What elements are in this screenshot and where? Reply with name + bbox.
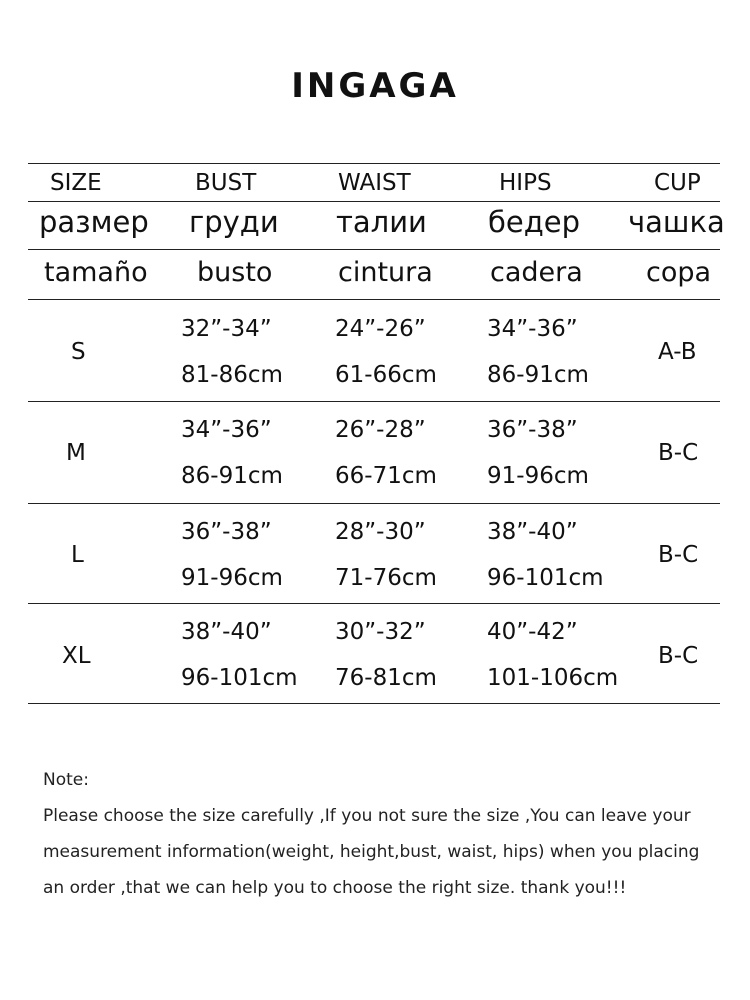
- header-waist: WAIST: [338, 170, 411, 196]
- row-l-hips-in: 38”-40”: [487, 519, 578, 545]
- header-bust: BUST: [195, 170, 257, 196]
- header-waist-es: cintura: [338, 257, 433, 288]
- row-xl-hips-in: 40”-42”: [487, 619, 578, 645]
- note-line: measurement information(weight, height,bust, waist, hips) when you placing: [43, 842, 700, 862]
- table-rule-header-bottom: [28, 299, 720, 300]
- row-xl-waist-cm: 76-81cm: [335, 665, 437, 691]
- row-m-cup: B-C: [658, 440, 699, 466]
- note-title: Note:: [43, 770, 89, 790]
- note-block: [43, 762, 733, 906]
- row-xl-waist-in: 30”-32”: [335, 619, 426, 645]
- row-s-size: S: [71, 339, 86, 365]
- row-l-bust-cm: 91-96cm: [181, 565, 283, 591]
- row-xl-bust-cm: 96-101cm: [181, 665, 298, 691]
- row-m-bust-in: 34”-36”: [181, 417, 272, 443]
- header-size-es: tamaño: [44, 257, 148, 288]
- header-waist-ru: талии: [336, 205, 427, 239]
- table-rule-top: [28, 163, 720, 164]
- header-size: SIZE: [50, 170, 102, 196]
- row-s-bust-in: 32”-34”: [181, 316, 272, 342]
- row-xl-bust-in: 38”-40”: [181, 619, 272, 645]
- header-cup: CUP: [654, 170, 701, 196]
- brand-logo: INGAGA: [291, 66, 459, 106]
- row-s-hips-in: 34”-36”: [487, 316, 578, 342]
- note-line: Please choose the size carefully ,If you not sure the size ,You can leave your: [43, 806, 691, 826]
- row-s-waist-in: 24”-26”: [335, 316, 426, 342]
- header-hips: HIPS: [499, 170, 552, 196]
- table-rule-ru: [28, 201, 720, 202]
- row-m-bust-cm: 86-91cm: [181, 463, 283, 489]
- table-rule-row-m: [28, 503, 720, 504]
- row-l-waist-cm: 71-76cm: [335, 565, 437, 591]
- header-hips-es: cadera: [490, 257, 583, 288]
- row-m-size: M: [66, 440, 86, 466]
- table-rule-row-l: [28, 603, 720, 604]
- table-rule-row-s: [28, 401, 720, 402]
- note-line: an order ,that we can help you to choose the right size. thank you!!!: [43, 878, 627, 898]
- header-bust-es: busto: [197, 257, 273, 288]
- row-s-hips-cm: 86-91cm: [487, 362, 589, 388]
- row-xl-cup: B-C: [658, 643, 699, 669]
- header-cup-es: copa: [646, 257, 712, 288]
- row-xl-size: XL: [62, 643, 91, 669]
- header-hips-ru: бедер: [488, 205, 581, 239]
- table-rule-bottom: [28, 703, 720, 704]
- row-l-hips-cm: 96-101cm: [487, 565, 604, 591]
- header-size-ru: размер: [39, 205, 149, 239]
- header-bust-ru: груди: [189, 205, 279, 239]
- row-m-hips-in: 36”-38”: [487, 417, 578, 443]
- row-s-waist-cm: 61-66cm: [335, 362, 437, 388]
- row-s-bust-cm: 81-86cm: [181, 362, 283, 388]
- row-l-size: L: [71, 542, 84, 568]
- row-l-waist-in: 28”-30”: [335, 519, 426, 545]
- row-l-cup: B-C: [658, 542, 699, 568]
- row-m-hips-cm: 91-96cm: [487, 463, 589, 489]
- table-rule-es: [28, 249, 720, 250]
- row-s-cup: A-B: [658, 339, 697, 365]
- row-m-waist-cm: 66-71cm: [335, 463, 437, 489]
- row-l-bust-in: 36”-38”: [181, 519, 272, 545]
- row-xl-hips-cm: 101-106cm: [487, 665, 619, 691]
- header-cup-ru: чашка: [628, 205, 725, 239]
- row-m-waist-in: 26”-28”: [335, 417, 426, 443]
